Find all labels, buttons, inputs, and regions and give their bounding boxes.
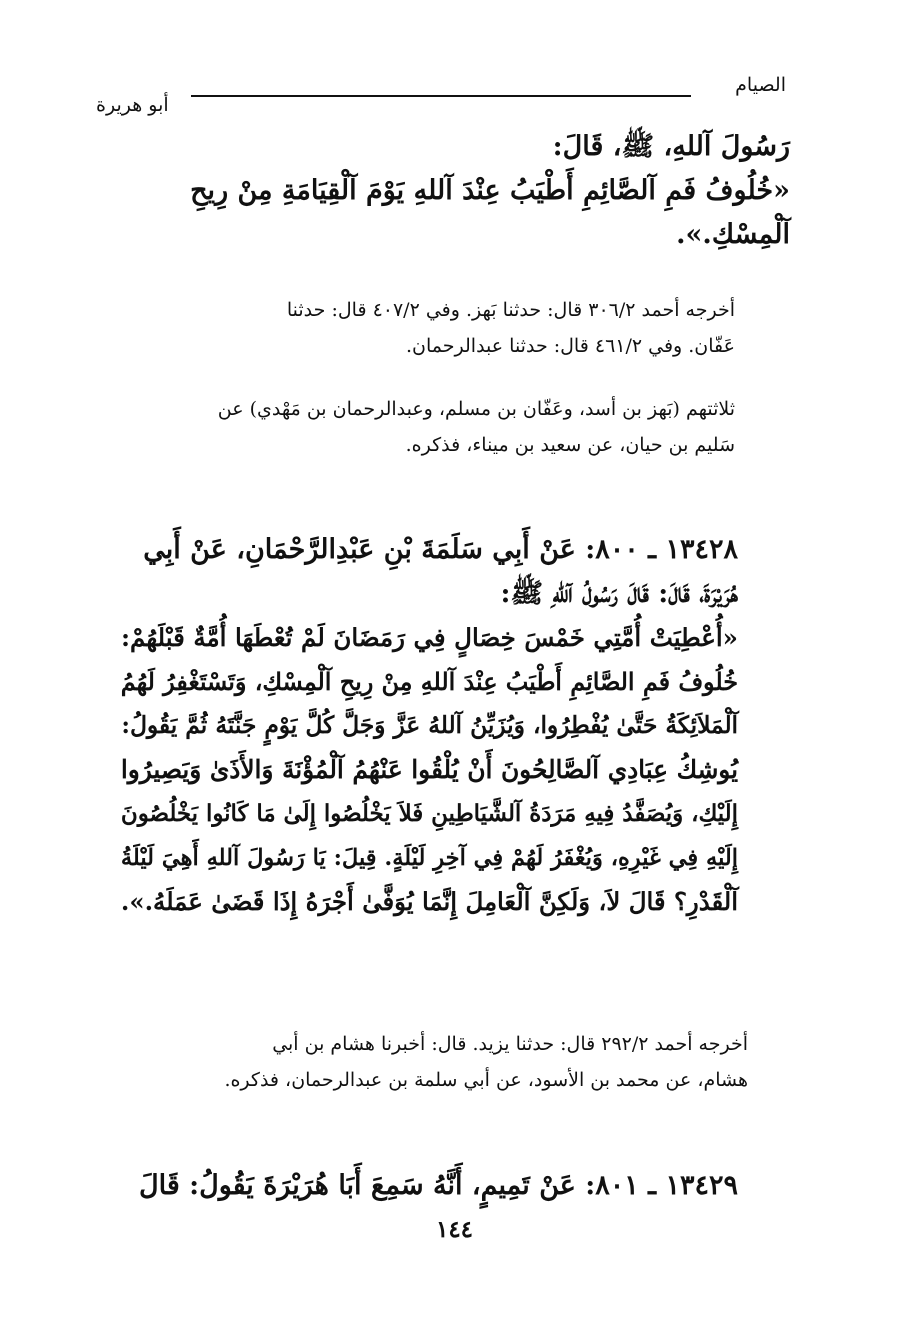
takhrij-line: أخرجه أحمد ٣٠٦/٢ قال: حدثنا بَهز. وفي ٤٠٧/٢ قال: حدثنا (286, 299, 735, 321)
hadith-13429 (118, 1164, 738, 1208)
takhrij-line: سَليم بن حيان، عن سعيد بن ميناء، فذكره. (405, 434, 735, 456)
hadith-line: إِلَيْهِ فِي غَيْرِهِ، وَيُغْفَرُ لَهُمْ فِي آخِرِ لَيْلَةٍ. قِيلَ: يَا رَسُولَ آللهِ أَهِيَ لَيْلَةُ (120, 845, 738, 871)
hadith-line: خُلُوفُ فَمِ الصَّائِمِ أَطْيَبُ عِنْدَ آللهِ مِنْ رِيحِ آلْمِسْكِ، وَتَسْتَغْفِرُ لَهُمُ (120, 668, 738, 696)
takhrij-paragraph (160, 1026, 748, 1098)
hadith-line: «أُعْطِيَتْ أُمَّتِي خَمْسَ خِصَالٍ فِي رَمَضَانَ لَمْ تُعْطَهَا أُمَّةٌ قَبْلَهُمْ: (121, 623, 738, 652)
hadith-line: يُوشِكُ عِبَادِي آلصَّالِحُونَ أَنْ يُلْقُوا عَنْهُمُ آلْمُؤْنَةَ وَالأَذَىٰ وَيَصِيرُوا (120, 755, 738, 784)
running-header (96, 74, 786, 114)
hadith-continuation (100, 125, 790, 257)
takhrij-paragraph (105, 391, 735, 463)
takhrij-line: هشام، عن محمد بن الأسود، عن أبي سلمة بن عبدالرحمان، فذكره. (224, 1069, 748, 1091)
takhrij-line: أخرجه أحمد ٢٩٢/٢ قال: حدثنا يزيد. قال: أخبرنا هشام بن أبي (272, 1033, 748, 1055)
takhrij-paragraph (105, 292, 735, 364)
hadith-line: «خُلُوفُ فَمِ آلصَّائِمِ أَطْيَبُ عِنْدَ آللهِ يَوْمَ آلْقِيَامَةِ مِنْ رِيحِ (190, 175, 790, 206)
hadith-line: هُرَيْرَةَ، قَالَ: قَالَ رَسُولُ آللهِ ﷺ: (500, 578, 738, 609)
hadith-13428 (108, 528, 738, 924)
takhrij-line: عَفّان. وفي ٤٦١/٢ قال: حدثنا عبدالرحمان. (406, 335, 735, 357)
header-rule (191, 95, 691, 97)
hadith-line: آلْمِسْكِ.». (676, 219, 790, 250)
takhrij-line: ثلاثتهم (بَهز بن أسد، وعَفّان بن مسلم، وعبدالرحمان بن مَهْدي) عن (217, 398, 735, 420)
chapter-title: الصيام (735, 74, 786, 96)
hadith-line: إِلَيْكِ، وَيُصَفَّدُ فِيهِ مَرَدَةُ آلشَّيَاطِينِ فَلاَ يَخْلُصُوا إِلَىٰ مَا كَانُوا يَخْلُصُونَ (120, 801, 738, 827)
page-number: ١٤٤ (435, 1216, 474, 1243)
narrator-title: أبو هريرة (96, 94, 169, 116)
hadith-line: رَسُولَ آللهِ، ﷺ، قَالَ: (552, 131, 790, 162)
hadith-line: آلْقَدْرِ؟ قَالَ لاَ، وَلَكِنَّ آلْعَامِلَ إِنَّمَا يُوَفَّىٰ أَجْرَهُ إِذَا قَضَىٰ عَمَلَهُ.». (120, 887, 738, 916)
hadith-line: ١٣٤٢٩ ـ ٨٠١: عَنْ تَمِيمٍ، أَنَّهُ سَمِعَ أَبَا هُرَيْرَةَ يَقُولُ: قَالَ (138, 1170, 738, 1201)
hadith-line: ١٣٤٢٨ ـ ٨٠٠: عَنْ أَبِي سَلَمَةَ بْنِ عَبْدِالرَّحْمَانِ، عَنْ أَبِي (143, 534, 738, 565)
hadith-line: آلْمَلاَئِكَةُ حَتَّىٰ يُفْطِرُوا، وَيُزَيِّنُ آللهُ عَزَّ وَجَلَّ كُلَّ يَوْمٍ جَنَّتَهُ ثُمَّ يَقُولُ: (121, 712, 738, 739)
